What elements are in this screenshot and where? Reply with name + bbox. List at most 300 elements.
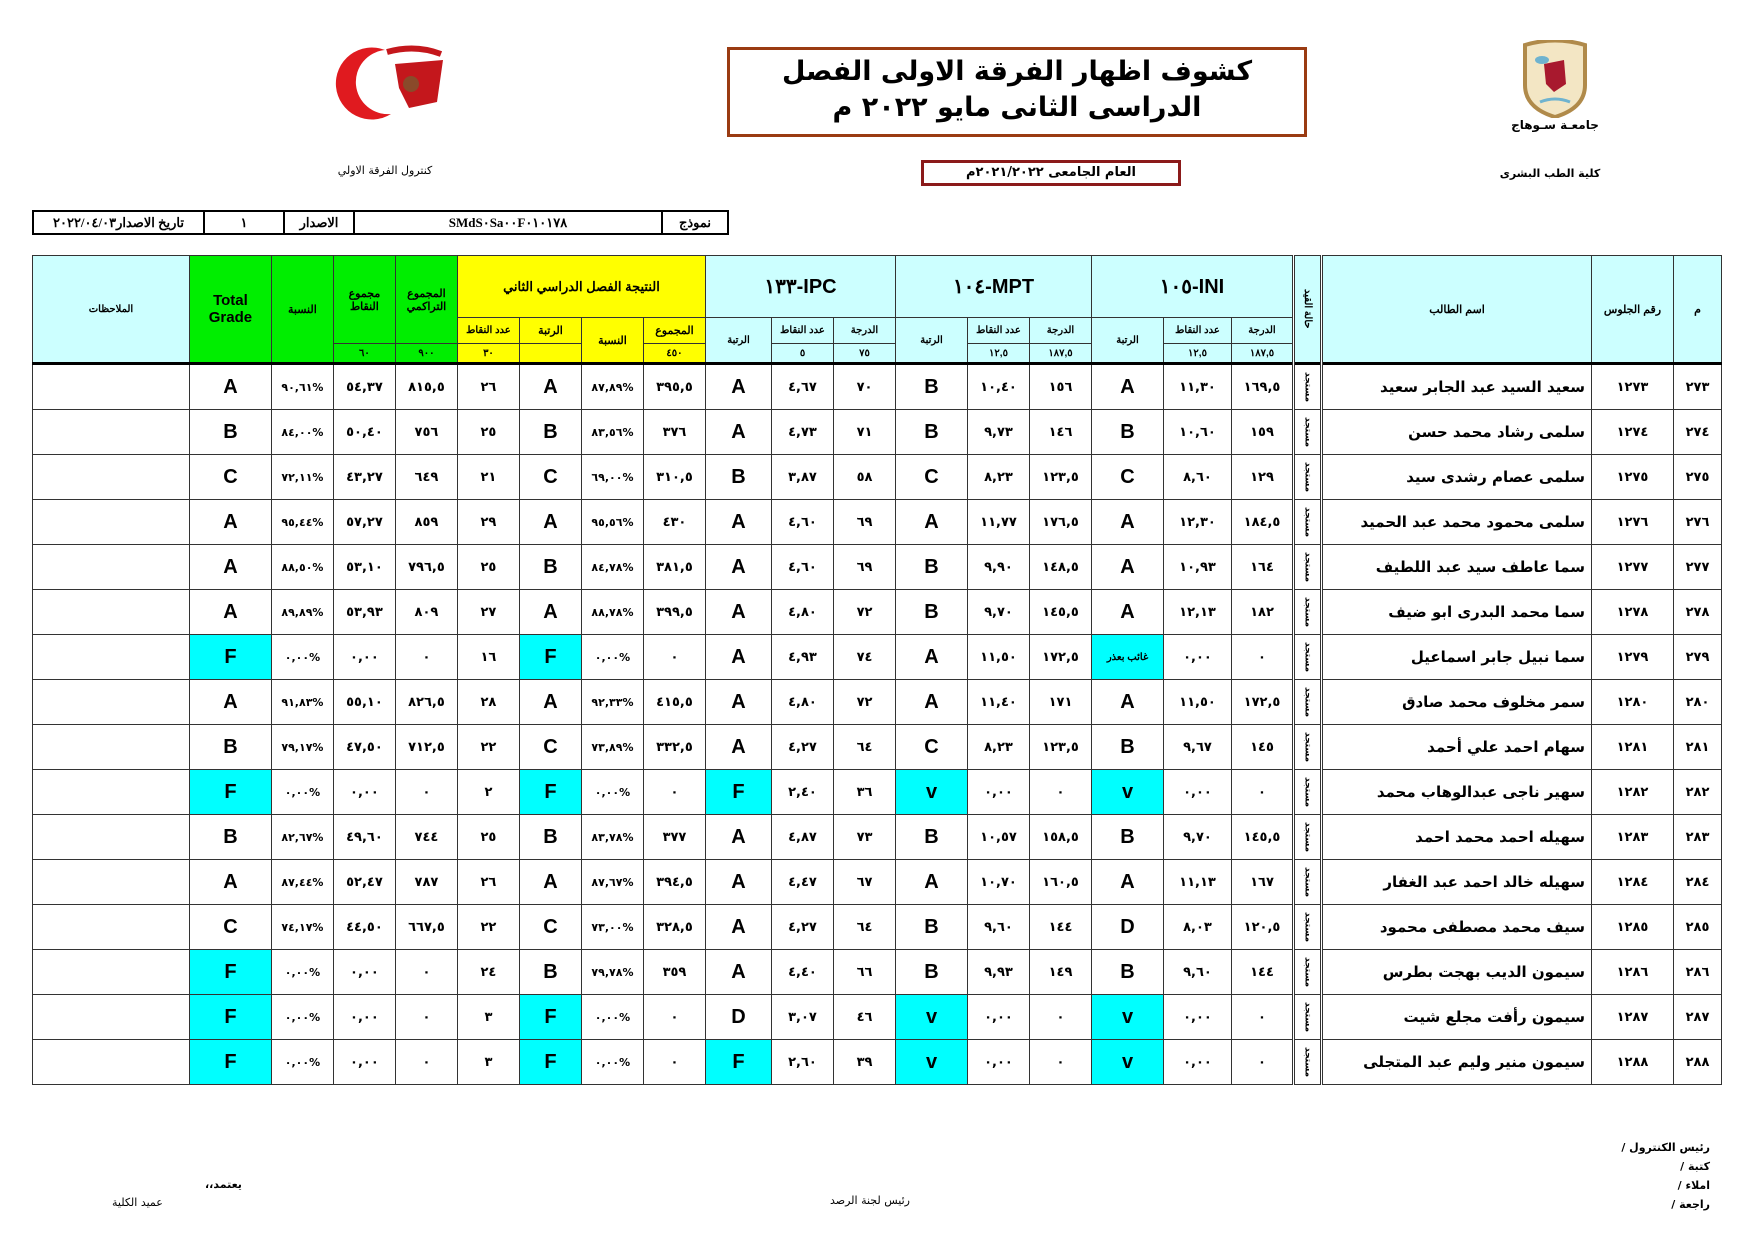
table-row [33,770,1722,815]
table-row [33,545,1722,590]
ini-degree-cell: ١٢٠,٥ [1232,905,1294,950]
mpt-points-cell: ٩,٦٠ [968,905,1030,950]
serial-cell: ٢٨٤ [1674,860,1722,905]
mpt-points-cell: ٩,٧٠ [968,590,1030,635]
percent-cell: %٨٤,٠٠ [271,410,333,455]
percent-cell: %٠,٠٠ [271,1040,333,1085]
form-label: نموذج [662,211,728,234]
approved-label: يعتمد،، [205,1178,242,1191]
ini-rank-cell: v [1092,995,1164,1040]
sem-percent-cell: %٨٧,٦٧ [581,860,643,905]
ini-rank-cell: A [1092,500,1164,545]
issue-value: ١ [204,211,284,234]
student-name-cell: سلمى محمود محمد عبد الحميد [1322,500,1592,545]
table-row [33,860,1722,905]
enroll-status-cell: مستجد [1294,680,1322,725]
cumulative-total-cell: ٠ [395,950,457,995]
ipc-degree-cell: ٧٢ [834,680,896,725]
title-line-1: كشوف اظهار الفرقة الاولى الفصل [781,56,1253,87]
mpt-degree-cell: ١٤٨,٥ [1030,545,1092,590]
university-name: جامعـة سـوهاج [1511,118,1599,132]
sem-percent-label: النسبة [581,318,643,364]
ipc-degree-cell: ٥٨ [834,455,896,500]
mpt-rank-cell: v [896,995,968,1040]
sem-rank-cell: C [519,455,581,500]
sem-rank-label: الرتبة [519,318,581,344]
ipc-rank-label: الرتبة [705,318,771,364]
seat-no-cell: ١٢٧٦ [1592,500,1674,545]
mpt-points-cell: ٠,٠٠ [968,770,1030,815]
enroll-status-cell: مستجد [1294,770,1322,815]
title-line-2: الدراسى الثانى مايو ٢٠٢٢ م [832,92,1202,123]
mpt-rank-cell: A [896,680,968,725]
seat-no-cell: ١٢٧٣ [1592,364,1674,410]
mpt-degree-cell: ٠ [1030,770,1092,815]
ini-rank-cell: B [1092,725,1164,770]
notes-cell [33,995,190,1040]
serial-cell: ٢٧٩ [1674,635,1722,680]
ipc-rank-cell: A [705,905,771,950]
ipc-rank-cell: A [705,635,771,680]
sem-points-cell: ٢ [457,770,519,815]
ini-rank-cell: D [1092,905,1164,950]
sem-total-cell: ٣٧٦ [643,410,705,455]
total-grade-cell: F [189,635,271,680]
notes-cell [33,545,190,590]
serial-cell: ٢٧٨ [1674,590,1722,635]
sem-rank-cell: B [519,545,581,590]
total-grade-cell: A [189,860,271,905]
ipc-rank-cell: A [705,725,771,770]
mpt-degree-cell: ١٢٣,٥ [1030,725,1092,770]
serial-cell: ٢٧٥ [1674,455,1722,500]
percent-cell: %٠,٠٠ [271,950,333,995]
ini-points-cell: ٠,٠٠ [1164,770,1232,815]
mpt-rank-cell: C [896,455,968,500]
mpt-degree-cell: ١٥٦ [1030,364,1092,410]
ini-points-cell: ٠,٠٠ [1164,995,1232,1040]
sem-percent-cell: %٨٣,٧٨ [581,815,643,860]
ipc-points-cell: ٤,٩٣ [772,635,834,680]
sem-percent-cell: %٨٤,٧٨ [581,545,643,590]
cumulative-total-cell: ٧٩٦,٥ [395,545,457,590]
student-name-cell: سعيد السيد عبد الجابر سعيد [1322,364,1592,410]
points-total-cell: ٠,٠٠ [333,995,395,1040]
sem-rank-cell: B [519,410,581,455]
mpt-degree-cell: ١٧٦,٥ [1030,500,1092,545]
course-mpt-title: MPT-١٠٤ [896,256,1092,318]
ipc-points-cell: ٤,٦٠ [772,545,834,590]
mpt-rank-cell: B [896,905,968,950]
ini-degree-label: الدرجة [1232,318,1294,344]
seat-no-cell: ١٢٧٩ [1592,635,1674,680]
total-grade-cell: A [189,590,271,635]
sem-rank-cell: C [519,905,581,950]
points-total-cell: ٠,٠٠ [333,635,395,680]
ini-rank-cell: B [1092,815,1164,860]
ipc-degree-cell: ٧٠ [834,364,896,410]
ipc-degree-cell: ٧١ [834,410,896,455]
sem-total-cell: ٣٧٧ [643,815,705,860]
table-row [33,815,1722,860]
ipc-degree-cell: ٦٩ [834,545,896,590]
table-row [33,410,1722,455]
seat-no-cell: ١٢٨٣ [1592,815,1674,860]
sem-total-cell: ٠ [643,635,705,680]
ini-points-cell: ١٢,٣٠ [1164,500,1232,545]
table-row [33,364,1722,410]
ipc-points-cell: ٤,٦٧ [772,364,834,410]
enroll-status-cell: مستجد [1294,364,1322,410]
sem-total-cell: ٠ [643,770,705,815]
enroll-status-cell: مستجد [1294,815,1322,860]
ipc-points-cell: ٤,٤٧ [772,860,834,905]
mpt-rank-cell: v [896,1040,968,1085]
percent-cell: %٨٧,٤٤ [271,860,333,905]
sem-points-cell: ١٦ [457,635,519,680]
mpt-degree-cell: ١٧٢,٥ [1030,635,1092,680]
notes-cell [33,950,190,995]
serial-cell: ٢٧٣ [1674,364,1722,410]
mpt-points-cell: ١١,٧٧ [968,500,1030,545]
ini-points-cell: ١٠,٦٠ [1164,410,1232,455]
mpt-points-cell: ٠,٠٠ [968,995,1030,1040]
mpt-degree-max: ١٨٧,٥ [1030,344,1092,364]
sem-percent-cell: %٩٢,٣٣ [581,680,643,725]
cumulative-total-cell: ٨٠٩ [395,590,457,635]
ini-points-cell: ٠,٠٠ [1164,1040,1232,1085]
points-total-cell: ٠,٠٠ [333,950,395,995]
seat-no-cell: ١٢٨٢ [1592,770,1674,815]
cumulative-total-max: ٩٠٠ [395,344,457,364]
percent-cell: %٧٤,١٧ [271,905,333,950]
ipc-degree-cell: ٦٦ [834,950,896,995]
mpt-points-cell: ٨,٢٣ [968,455,1030,500]
table-row [33,500,1722,545]
ini-degree-cell: ٠ [1232,635,1294,680]
student-name-cell: سيمون الديب بهجت بطرس [1322,950,1592,995]
ini-rank-cell: B [1092,410,1164,455]
sem-percent-cell: %٩٥,٥٦ [581,500,643,545]
points-total-cell: ٥٠,٤٠ [333,410,395,455]
ipc-points-cell: ٤,٨٠ [772,680,834,725]
col-percent: النسبة [271,256,333,364]
points-total-cell: ٥٤,٣٧ [333,364,395,410]
sem-total-cell: ٣٩٩,٥ [643,590,705,635]
course-ipc-title: IPC-١٣٣ [705,256,895,318]
ini-degree-cell: ١٦٩,٥ [1232,364,1294,410]
ipc-degree-label: الدرجة [834,318,896,344]
ini-degree-cell: ١٦٧ [1232,860,1294,905]
signature-review: راجعة / [1671,1198,1710,1211]
col-serial: م [1674,256,1722,364]
serial-cell: ٢٧٧ [1674,545,1722,590]
ini-points-cell: ٩,٦٠ [1164,950,1232,995]
sem-percent-cell: %٧٣,٠٠ [581,905,643,950]
form-code: SMdS٠Sa٠٠F٠١٠١٧٨ [354,211,662,234]
student-name-cell: سلمى رشاد محمد حسن [1322,410,1592,455]
sem-points-cell: ٢٥ [457,410,519,455]
mpt-degree-cell: ١٤٩ [1030,950,1092,995]
ini-points-cell: ٩,٧٠ [1164,815,1232,860]
table-row [33,725,1722,770]
mpt-degree-cell: ١٧١ [1030,680,1092,725]
mpt-points-label: عدد النقاط [968,318,1030,344]
ipc-rank-cell: F [705,1040,771,1085]
sem-rank-cell: F [519,995,581,1040]
table-row [33,995,1722,1040]
sem-rank-cell: C [519,725,581,770]
ini-degree-cell: ١٧٢,٥ [1232,680,1294,725]
notes-cell [33,680,190,725]
mpt-rank-cell: B [896,410,968,455]
faculty-logo [325,42,455,122]
sem-rank-empty [519,344,581,364]
mpt-points-cell: ١٠,٥٧ [968,815,1030,860]
total-grade-cell: B [189,815,271,860]
sem-points-cell: ٢٥ [457,545,519,590]
serial-cell: ٢٧٤ [1674,410,1722,455]
percent-cell: %٨٢,٦٧ [271,815,333,860]
mpt-rank-cell: B [896,364,968,410]
mpt-rank-cell: B [896,950,968,995]
seat-no-cell: ١٢٧٨ [1592,590,1674,635]
enroll-status-cell: مستجد [1294,410,1322,455]
total-grade-cell: C [189,905,271,950]
enroll-status-cell: مستجد [1294,1040,1322,1085]
ini-rank-cell: v [1092,1040,1164,1085]
university-crest-logo [1520,40,1590,118]
sem-total-cell: ٣٩٤,٥ [643,860,705,905]
sem-rank-cell: F [519,770,581,815]
sem-points-cell: ٣ [457,995,519,1040]
cumulative-total-cell: ٠ [395,1040,457,1085]
ipc-points-max: ٥ [772,344,834,364]
total-grade-cell: F [189,1040,271,1085]
ipc-rank-cell: D [705,995,771,1040]
ini-points-cell: ١١,٣٠ [1164,364,1232,410]
table-row [33,1040,1722,1085]
total-grade-cell: A [189,364,271,410]
ipc-rank-cell: A [705,500,771,545]
ipc-rank-cell: A [705,545,771,590]
sem-total-max: ٤٥٠ [643,344,705,364]
issue-label: الاصدار [284,211,354,234]
student-name-cell: سيمون رأفت مجلع شيت [1322,995,1592,1040]
ini-degree-cell: ١٤٥,٥ [1232,815,1294,860]
seat-no-cell: ١٢٧٥ [1592,455,1674,500]
ipc-points-cell: ٢,٤٠ [772,770,834,815]
points-total-cell: ٤٧,٥٠ [333,725,395,770]
sem-total-cell: ٣١٠,٥ [643,455,705,500]
ini-degree-cell: ٠ [1232,770,1294,815]
ipc-rank-cell: A [705,590,771,635]
dean-label: عميد الكلية [112,1196,163,1209]
mpt-rank-cell: B [896,545,968,590]
ini-rank-cell: A [1092,590,1164,635]
total-grade-cell: B [189,410,271,455]
semester-result-title: النتيجة الفصل الدراسي الثاني [457,256,705,318]
mpt-degree-cell: ١٤٤ [1030,905,1092,950]
sem-total-cell: ٠ [643,995,705,1040]
sem-rank-cell: B [519,815,581,860]
sem-points-cell: ٢٤ [457,950,519,995]
ipc-rank-cell: A [705,815,771,860]
sem-rank-cell: A [519,364,581,410]
sem-percent-cell: %٦٩,٠٠ [581,455,643,500]
course-ini-title: INI-١٠٥ [1092,256,1294,318]
ini-rank-label: الرتبة [1092,318,1164,364]
points-total-cell: ٤٣,٢٧ [333,455,395,500]
cumulative-total-cell: ٦٦٧,٥ [395,905,457,950]
percent-cell: %٨٩,٨٩ [271,590,333,635]
cumulative-total-cell: ٨٥٩ [395,500,457,545]
notes-cell [33,590,190,635]
issue-date: تاريخ الاصدار٢٠٢٢/٠٤/٠٣ [33,211,204,234]
ini-degree-cell: ١٥٩ [1232,410,1294,455]
points-total-cell: ٥٧,٢٧ [333,500,395,545]
total-grade-cell: A [189,680,271,725]
notes-cell [33,410,190,455]
ini-points-cell: ٩,٦٧ [1164,725,1232,770]
form-info-table [32,210,729,235]
ini-rank-cell: A [1092,860,1164,905]
ini-points-cell: ٨,٠٣ [1164,905,1232,950]
enroll-status-cell: مستجد [1294,950,1322,995]
mpt-degree-cell: ١٥٨,٥ [1030,815,1092,860]
ipc-degree-max: ٧٥ [834,344,896,364]
total-grade-cell: F [189,770,271,815]
sem-percent-cell: %٨٨,٧٨ [581,590,643,635]
ini-rank-cell: A [1092,545,1164,590]
ipc-degree-cell: ٦٤ [834,725,896,770]
results-body [33,364,1722,1085]
student-name-cell: سما نبيل جابر اسماعيل [1322,635,1592,680]
ini-points-cell: ٨,٦٠ [1164,455,1232,500]
mpt-points-cell: ١٠,٧٠ [968,860,1030,905]
ini-points-cell: ١١,١٣ [1164,860,1232,905]
sem-total-cell: ٣٩٥,٥ [643,364,705,410]
student-name-cell: سمر مخلوف محمد صادق [1322,680,1592,725]
sem-percent-cell: %٨٧,٨٩ [581,364,643,410]
ipc-rank-cell: F [705,770,771,815]
ipc-points-cell: ٤,٧٣ [772,410,834,455]
ipc-rank-cell: B [705,455,771,500]
ipc-degree-cell: ٦٤ [834,905,896,950]
ipc-degree-cell: ٣٩ [834,1040,896,1085]
notes-cell [33,500,190,545]
serial-cell: ٢٨٨ [1674,1040,1722,1085]
ipc-points-label: عدد النقاط [772,318,834,344]
cumulative-total-cell: ٠ [395,995,457,1040]
enroll-status-cell: مستجد [1294,860,1322,905]
serial-cell: ٢٨٦ [1674,950,1722,995]
sem-percent-cell: %٨٣,٥٦ [581,410,643,455]
percent-cell: %٠,٠٠ [271,995,333,1040]
sem-total-cell: ٠ [643,1040,705,1085]
ini-degree-cell: ١٨٤,٥ [1232,500,1294,545]
enroll-status-cell: مستجد [1294,725,1322,770]
points-total-cell: ٠,٠٠ [333,770,395,815]
table-row [33,950,1722,995]
ipc-degree-cell: ٧٢ [834,590,896,635]
serial-cell: ٢٨٥ [1674,905,1722,950]
points-total-cell: ٥٢,٤٧ [333,860,395,905]
notes-cell [33,455,190,500]
sem-points-cell: ٢٢ [457,905,519,950]
cumulative-total-cell: ٦٤٩ [395,455,457,500]
signature-writers: كتبة / [1680,1160,1710,1173]
enroll-status-cell: مستجد [1294,590,1322,635]
mpt-degree-label: الدرجة [1030,318,1092,344]
sem-total-cell: ٣٣٢,٥ [643,725,705,770]
ini-points-cell: ٠,٠٠ [1164,635,1232,680]
student-name-cell: سهيله خالد احمد عبد الغفار [1322,860,1592,905]
enroll-status-cell: مستجد [1294,500,1322,545]
notes-cell [33,364,190,410]
table-row [33,680,1722,725]
sem-total-label: المجموع [643,318,705,344]
ini-degree-cell: ١٨٢ [1232,590,1294,635]
mpt-rank-cell: B [896,590,968,635]
notes-cell [33,860,190,905]
ini-rank-cell: C [1092,455,1164,500]
ipc-points-cell: ٤,٨٧ [772,815,834,860]
signature-dictation: املاء / [1677,1179,1710,1192]
sem-rank-cell: F [519,635,581,680]
ipc-points-cell: ٤,٢٧ [772,725,834,770]
sem-percent-cell: %٠,٠٠ [581,1040,643,1085]
enroll-status-cell: مستجد [1294,545,1322,590]
sem-points-label: عدد النقاط [457,318,519,344]
notes-cell [33,635,190,680]
serial-cell: ٢٨٣ [1674,815,1722,860]
percent-cell: %٩١,٨٣ [271,680,333,725]
ipc-rank-cell: A [705,680,771,725]
cumulative-total-cell: ٧٥٦ [395,410,457,455]
col-student-name: اسم الطالب [1322,256,1592,364]
sem-total-cell: ٣٨١,٥ [643,545,705,590]
serial-cell: ٢٨٧ [1674,995,1722,1040]
ipc-points-cell: ٤,٨٠ [772,590,834,635]
points-total-cell: ٥٥,١٠ [333,680,395,725]
mpt-rank-cell: A [896,635,968,680]
faculty-name: كلية الطب البشرى [1499,167,1601,180]
mpt-rank-cell: A [896,500,968,545]
ipc-degree-cell: ٤٦ [834,995,896,1040]
serial-cell: ٢٨١ [1674,725,1722,770]
total-grade-cell: F [189,995,271,1040]
document-title [727,47,1307,137]
ini-points-cell: ١٠,٩٣ [1164,545,1232,590]
student-name-cell: سما محمد البدرى ابو ضيف [1322,590,1592,635]
ini-points-max: ١٢,٥ [1164,344,1232,364]
total-grade-cell: A [189,545,271,590]
percent-cell: %٠,٠٠ [271,635,333,680]
ipc-points-cell: ٣,٠٧ [772,995,834,1040]
ipc-rank-cell: A [705,364,771,410]
serial-cell: ٢٨٢ [1674,770,1722,815]
points-total-cell: ٤٤,٥٠ [333,905,395,950]
sem-total-cell: ٤١٥,٥ [643,680,705,725]
mpt-rank-cell: v [896,770,968,815]
committee-head: رئيس لجنة الرصد [830,1194,910,1207]
sem-total-cell: ٤٣٠ [643,500,705,545]
sem-rank-cell: F [519,1040,581,1085]
cumulative-total-cell: ٧٨٧ [395,860,457,905]
results-table [32,255,1722,1085]
sem-points-cell: ٢١ [457,455,519,500]
